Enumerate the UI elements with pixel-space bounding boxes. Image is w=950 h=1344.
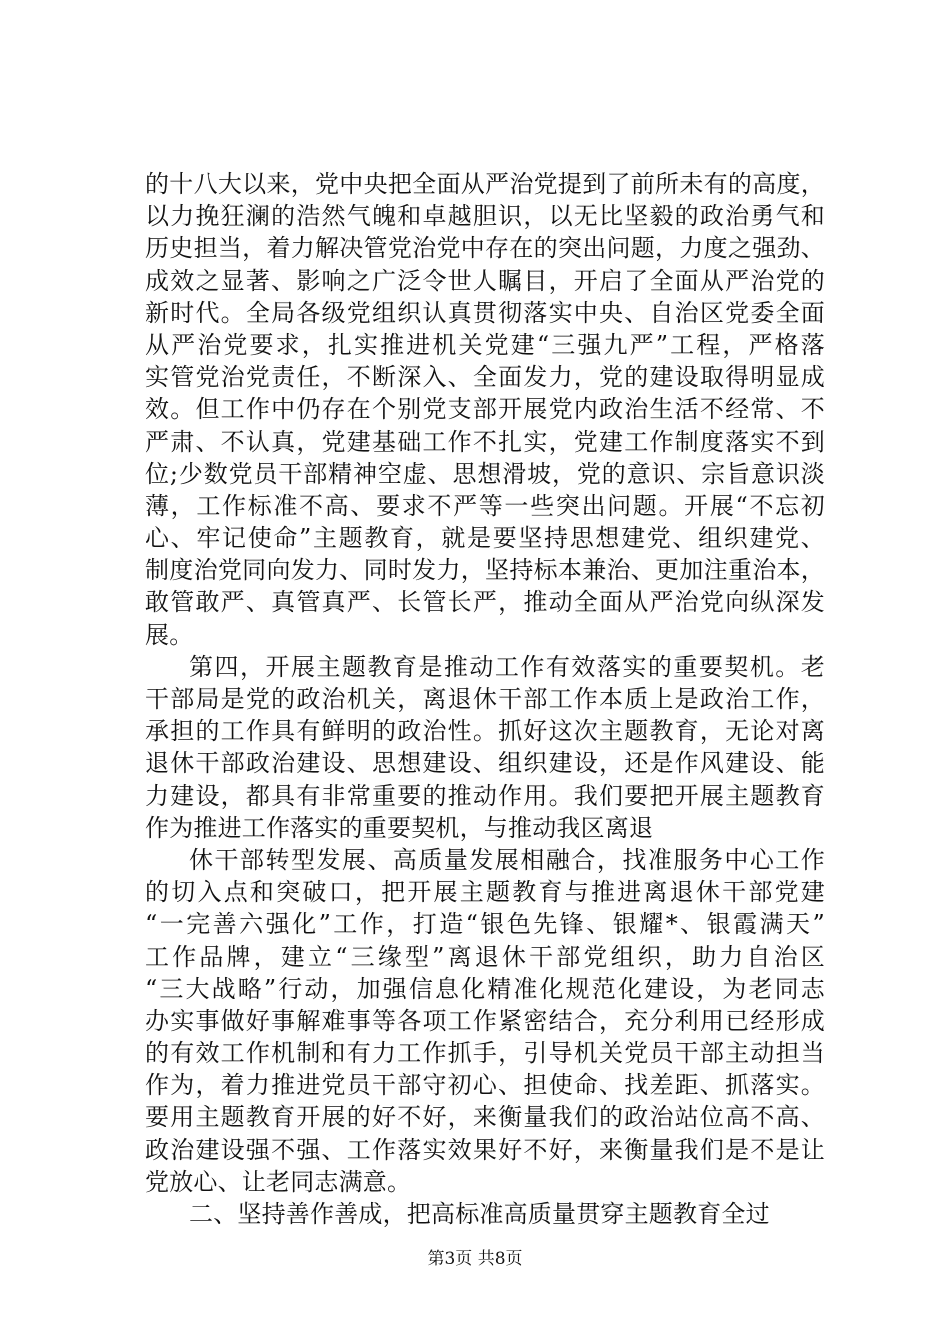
- text-line: 休干部转型发展、高质量发展相融合，找准服务中心工作: [189, 845, 825, 874]
- text-line: 位;少数党员干部精神空虚、思想滑坡，党的意识、宗旨意识淡: [145, 459, 825, 488]
- text-line: 敢管敢严、真管真严、长管长严，推动全面从严治党向纵深发: [145, 588, 825, 617]
- text-line: 的十八大以来，党中央把全面从严治党提到了前所未有的高度，: [145, 170, 825, 198]
- text-line: 以力挽狂澜的浩然气魄和卓越胆识，以无比坚毅的政治勇气和: [145, 202, 825, 231]
- page-footer: 第3页 共8页: [427, 1249, 523, 1269]
- text-line: 展。: [145, 620, 194, 649]
- text-line: 历史担当，着力解决管党治党中存在的突出问题，力度之强劲、: [145, 234, 825, 263]
- text-line: 干部局是党的政治机关，离退休干部工作本质上是政治工作，: [145, 685, 825, 713]
- text-line: 从严治党要求，扎实推进机关党建“三强九严”工程，严格落: [145, 330, 825, 359]
- text-line: 效。但工作中仍存在个别党支部开展党内政治生活不经常、不: [145, 395, 825, 424]
- text-line: 作为推进工作落实的重要契机，与推动我区离退: [145, 813, 654, 842]
- text-line: “三大战略”行动，加强信息化精准化规范化建设，为老同志: [145, 974, 825, 1003]
- text-line: 二、坚持善作善成，把高标准高质量贯穿主题教育全过: [189, 1200, 770, 1228]
- text-line: 政治建设强不强、工作落实效果好不好，来衡量我们是不是让: [145, 1135, 825, 1164]
- text-line: 办实事做好事解难事等各项工作紧密结合，充分利用已经形成: [145, 1006, 825, 1035]
- text-line: 工作品牌，建立“三缘型”离退休干部党组织，助力自治区: [145, 942, 825, 971]
- text-line: 党放心、让老同志满意。: [145, 1167, 412, 1196]
- text-line: 成效之显著、影响之广泛令世人瞩目，开启了全面从严治党的: [145, 266, 825, 295]
- text-line: 要用主题教育开展的好不好，来衡量我们的政治站位高不高、: [145, 1103, 825, 1132]
- text-line: 实管党治党责任，不断深入、全面发力，党的建设取得明显成: [145, 363, 825, 392]
- text-line: 作为，着力推进党员干部守初心、担使命、找差距、抓落实。: [145, 1071, 825, 1100]
- text-line: 承担的工作具有鲜明的政治性。抓好这次主题教育，无论对离: [145, 717, 825, 746]
- text-line: 制度治党同向发力、同时发力，坚持标本兼治、更加注重治本，: [145, 556, 825, 585]
- text-line: 的切入点和突破口，把开展主题教育与推进离退休干部党建: [145, 878, 825, 907]
- text-line: “一完善六强化”工作，打造“银色先锋、银耀*、银霞满天”: [145, 910, 825, 939]
- text-line: 薄，工作标准不高、要求不严等一些突出问题。开展“不忘初: [145, 491, 825, 520]
- text-line: 心、牢记使命”主题教育，就是要坚持思想建党、组织建党、: [145, 524, 825, 553]
- body-text: [145, 168, 825, 1230]
- text-line: 的有效工作机制和有力工作抓手，引导机关党员干部主动担当: [145, 1039, 825, 1068]
- text-line: 力建设，都具有非常重要的推动作用。我们要把开展主题教育: [145, 781, 825, 810]
- text-line: 新时代。全局各级党组织认真贯彻落实中央、自治区党委全面: [145, 298, 825, 327]
- text-line: 严肃、不认真，党建基础工作不扎实，党建工作制度落实不到: [145, 427, 825, 456]
- text-line: 退休干部政治建设、思想建设、组织建设，还是作风建设、能: [145, 749, 825, 778]
- text-line: 第四，开展主题教育是推动工作有效落实的重要契机。老: [189, 652, 825, 681]
